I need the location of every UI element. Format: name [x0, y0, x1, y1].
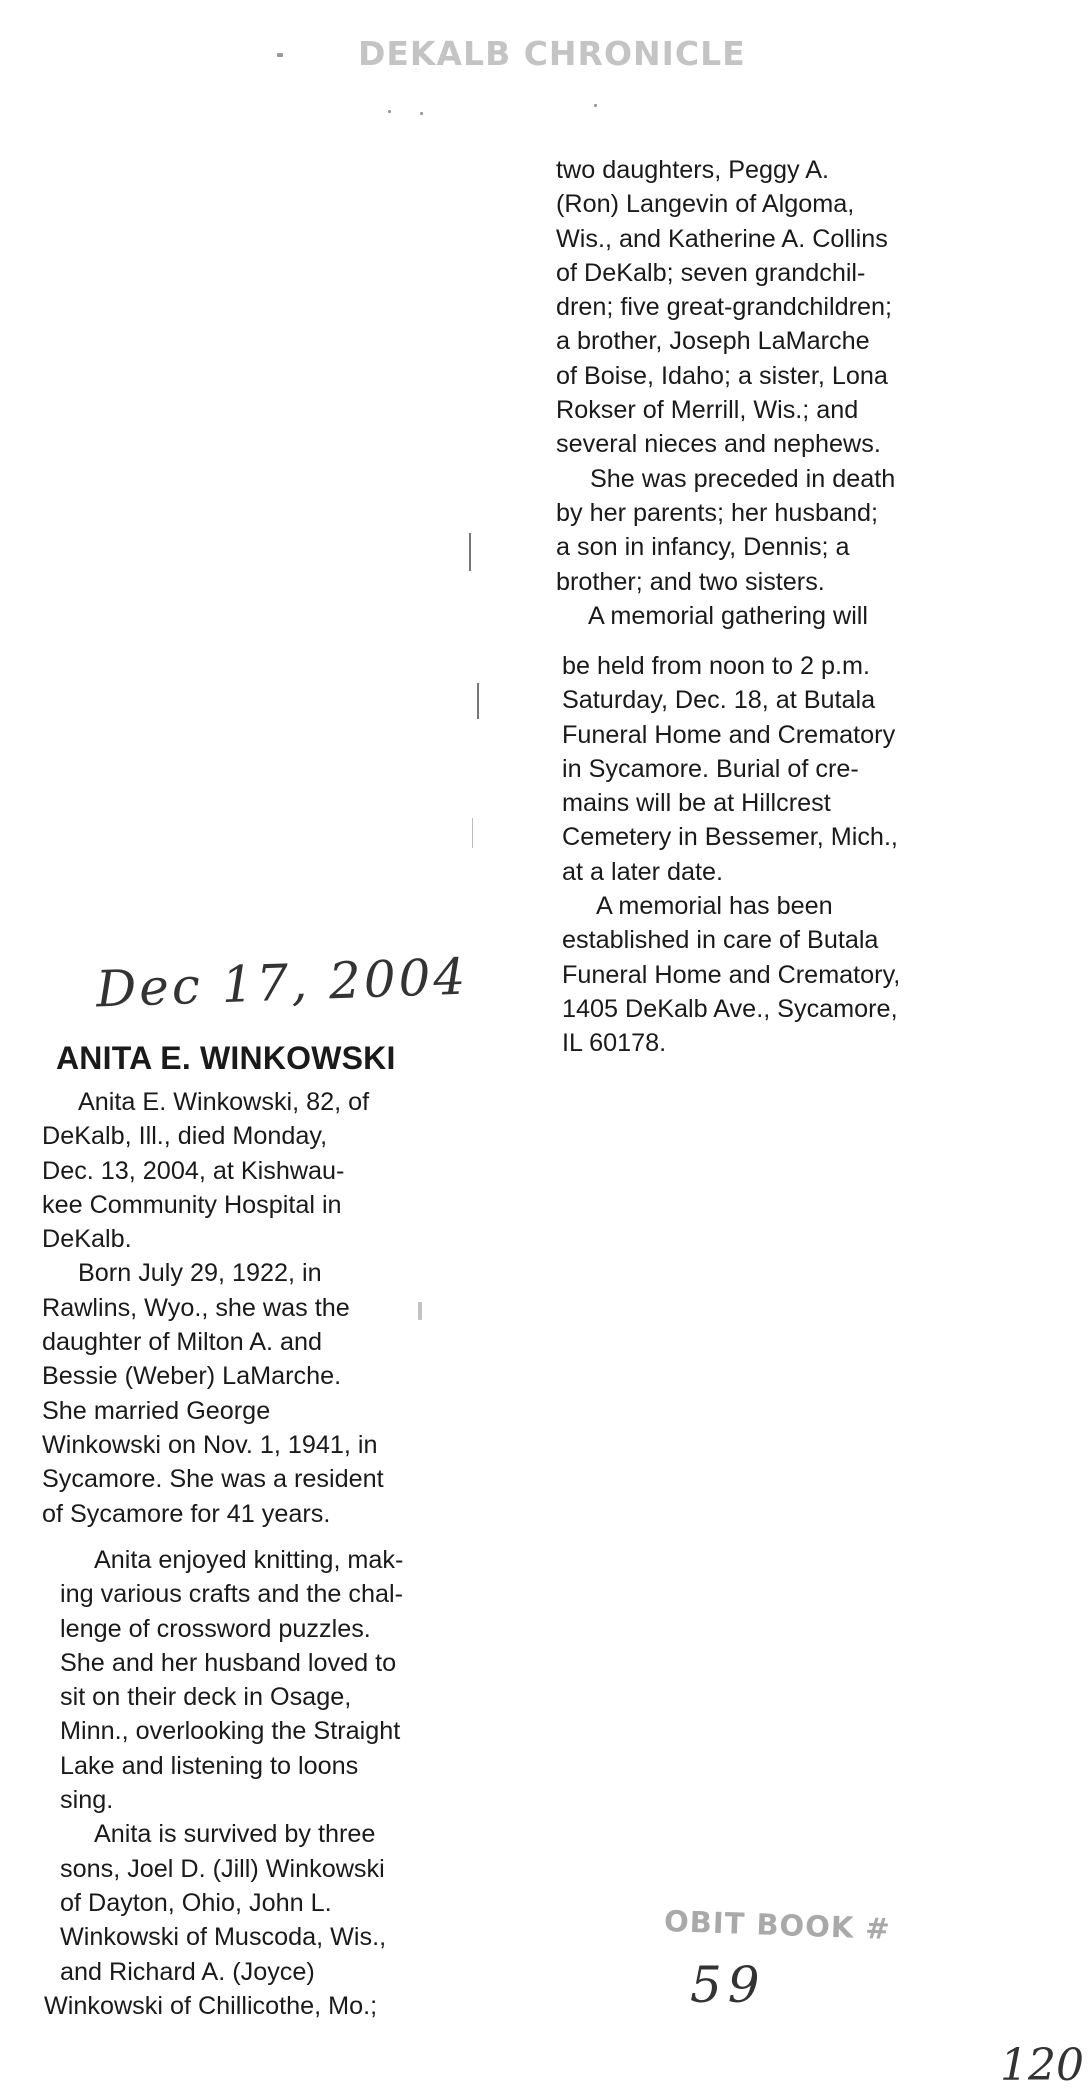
text-line: of Sycamore for 41 years.	[42, 1499, 331, 1528]
text-line: Anita E. Winkowski, 82, of	[78, 1088, 370, 1116]
column-left-top	[42, 1085, 442, 1531]
text-line: Dec. 13, 2004, at Kishwau-	[42, 1156, 345, 1185]
text-line: Winkowski of Chillicothe, Mo.;	[44, 1991, 378, 2020]
text-line: sons, Joel D. (Jill) Winkowski	[60, 1854, 385, 1883]
text-line: A memorial gathering will	[588, 601, 868, 630]
scan-speck	[388, 110, 391, 113]
text-line: She was preceded in death	[590, 464, 896, 493]
text-line: Rokser of Merrill, Wis.; and	[556, 396, 859, 425]
text-line: A memorial has been	[596, 892, 833, 921]
column-left-bottom	[44, 1543, 460, 2023]
text-line: a brother, Joseph LaMarche	[556, 327, 870, 356]
text-line: kee Community Hospital in	[42, 1190, 342, 1219]
text-line: Wis., and Katherine A. Collins	[556, 224, 888, 253]
text-line: DeKalb, Ill., died Monday,	[42, 1122, 328, 1151]
scan-speck	[277, 53, 283, 57]
text-line: a son in infancy, Dennis; a	[556, 533, 850, 562]
text-line: Born July 29, 1922, in	[78, 1259, 322, 1288]
column-right-top	[556, 153, 956, 633]
text-line: Lake and listening to loons	[60, 1751, 359, 1780]
text-line: Minn., overlooking the Straight	[60, 1717, 401, 1746]
scan-speck	[420, 112, 423, 115]
text-line: Rawlins, Wyo., she was the	[42, 1293, 350, 1322]
text-line: She married George	[42, 1396, 271, 1425]
text-line: She and her husband loved to	[60, 1648, 397, 1677]
text-line: mains will be at Hillcrest	[562, 789, 831, 818]
text-line: several nieces and nephews.	[556, 430, 881, 459]
text-line: and Richard A. (Joyce)	[60, 1957, 315, 1986]
masthead-stamp: DEKALB CHRONICLE	[358, 34, 746, 73]
scan-mark	[469, 533, 471, 571]
text-line: Anita is survived by three	[94, 1820, 376, 1849]
text-line: by her parents; her husband;	[556, 498, 879, 527]
text-line: lenge of crossword puzzles.	[60, 1614, 371, 1643]
text-line: Saturday, Dec. 18, at Butala	[562, 686, 876, 715]
text-line: (Ron) Langevin of Algoma,	[556, 190, 855, 219]
text-line: established in care of Butala	[562, 926, 879, 955]
text-line: Sycamore. She was a resident	[42, 1465, 384, 1494]
obit-book-stamp: OBIT BOOK #	[663, 1904, 892, 1946]
handwritten-date: Dec 17, 2004	[95, 947, 470, 1019]
text-line: sit on their deck in Osage,	[60, 1683, 352, 1712]
text-line: IL 60178.	[562, 1029, 667, 1058]
column-right-bottom	[562, 649, 962, 1061]
text-line: Bessie (Weber) LaMarche.	[42, 1362, 342, 1391]
text-line: in Sycamore. Burial of cre-	[562, 754, 859, 783]
text-line: of Dayton, Ohio, John L.	[60, 1888, 332, 1917]
text-line: two daughters, Peggy A.	[556, 156, 830, 184]
text-line: at a later date.	[562, 857, 724, 886]
text-line: brother; and two sisters.	[556, 567, 825, 596]
text-line: Anita enjoyed knitting, mak-	[94, 1546, 404, 1574]
text-line: ing various crafts and the chal-	[60, 1580, 404, 1609]
scan-speck	[594, 104, 597, 107]
text-line: DeKalb.	[42, 1225, 132, 1254]
text-line: Winkowski on Nov. 1, 1941, in	[42, 1430, 378, 1459]
page-number: 120	[1000, 2040, 1084, 2091]
scan-mark	[472, 818, 473, 848]
obituary-headline: ANITA E. WINKOWSKI	[56, 1040, 396, 1076]
obit-book-number: 59	[690, 1956, 766, 2014]
text-line: dren; five great-grandchildren;	[556, 293, 893, 322]
text-line: of DeKalb; seven grandchil-	[556, 258, 866, 287]
text-line: of Boise, Idaho; a sister, Lona	[556, 361, 888, 390]
text-line: be held from noon to 2 p.m.	[562, 652, 871, 680]
text-line: Cemetery in Bessemer, Mich.,	[562, 823, 898, 852]
text-line: Funeral Home and Crematory	[562, 720, 896, 749]
text-line: Winkowski of Muscoda, Wis.,	[60, 1923, 387, 1952]
scan-mark	[477, 683, 479, 719]
text-line: Funeral Home and Crematory,	[562, 960, 901, 989]
text-line: sing.	[60, 1786, 114, 1815]
text-line: 1405 DeKalb Ave., Sycamore,	[562, 994, 898, 1023]
text-line: daughter of Milton A. and	[42, 1328, 323, 1357]
